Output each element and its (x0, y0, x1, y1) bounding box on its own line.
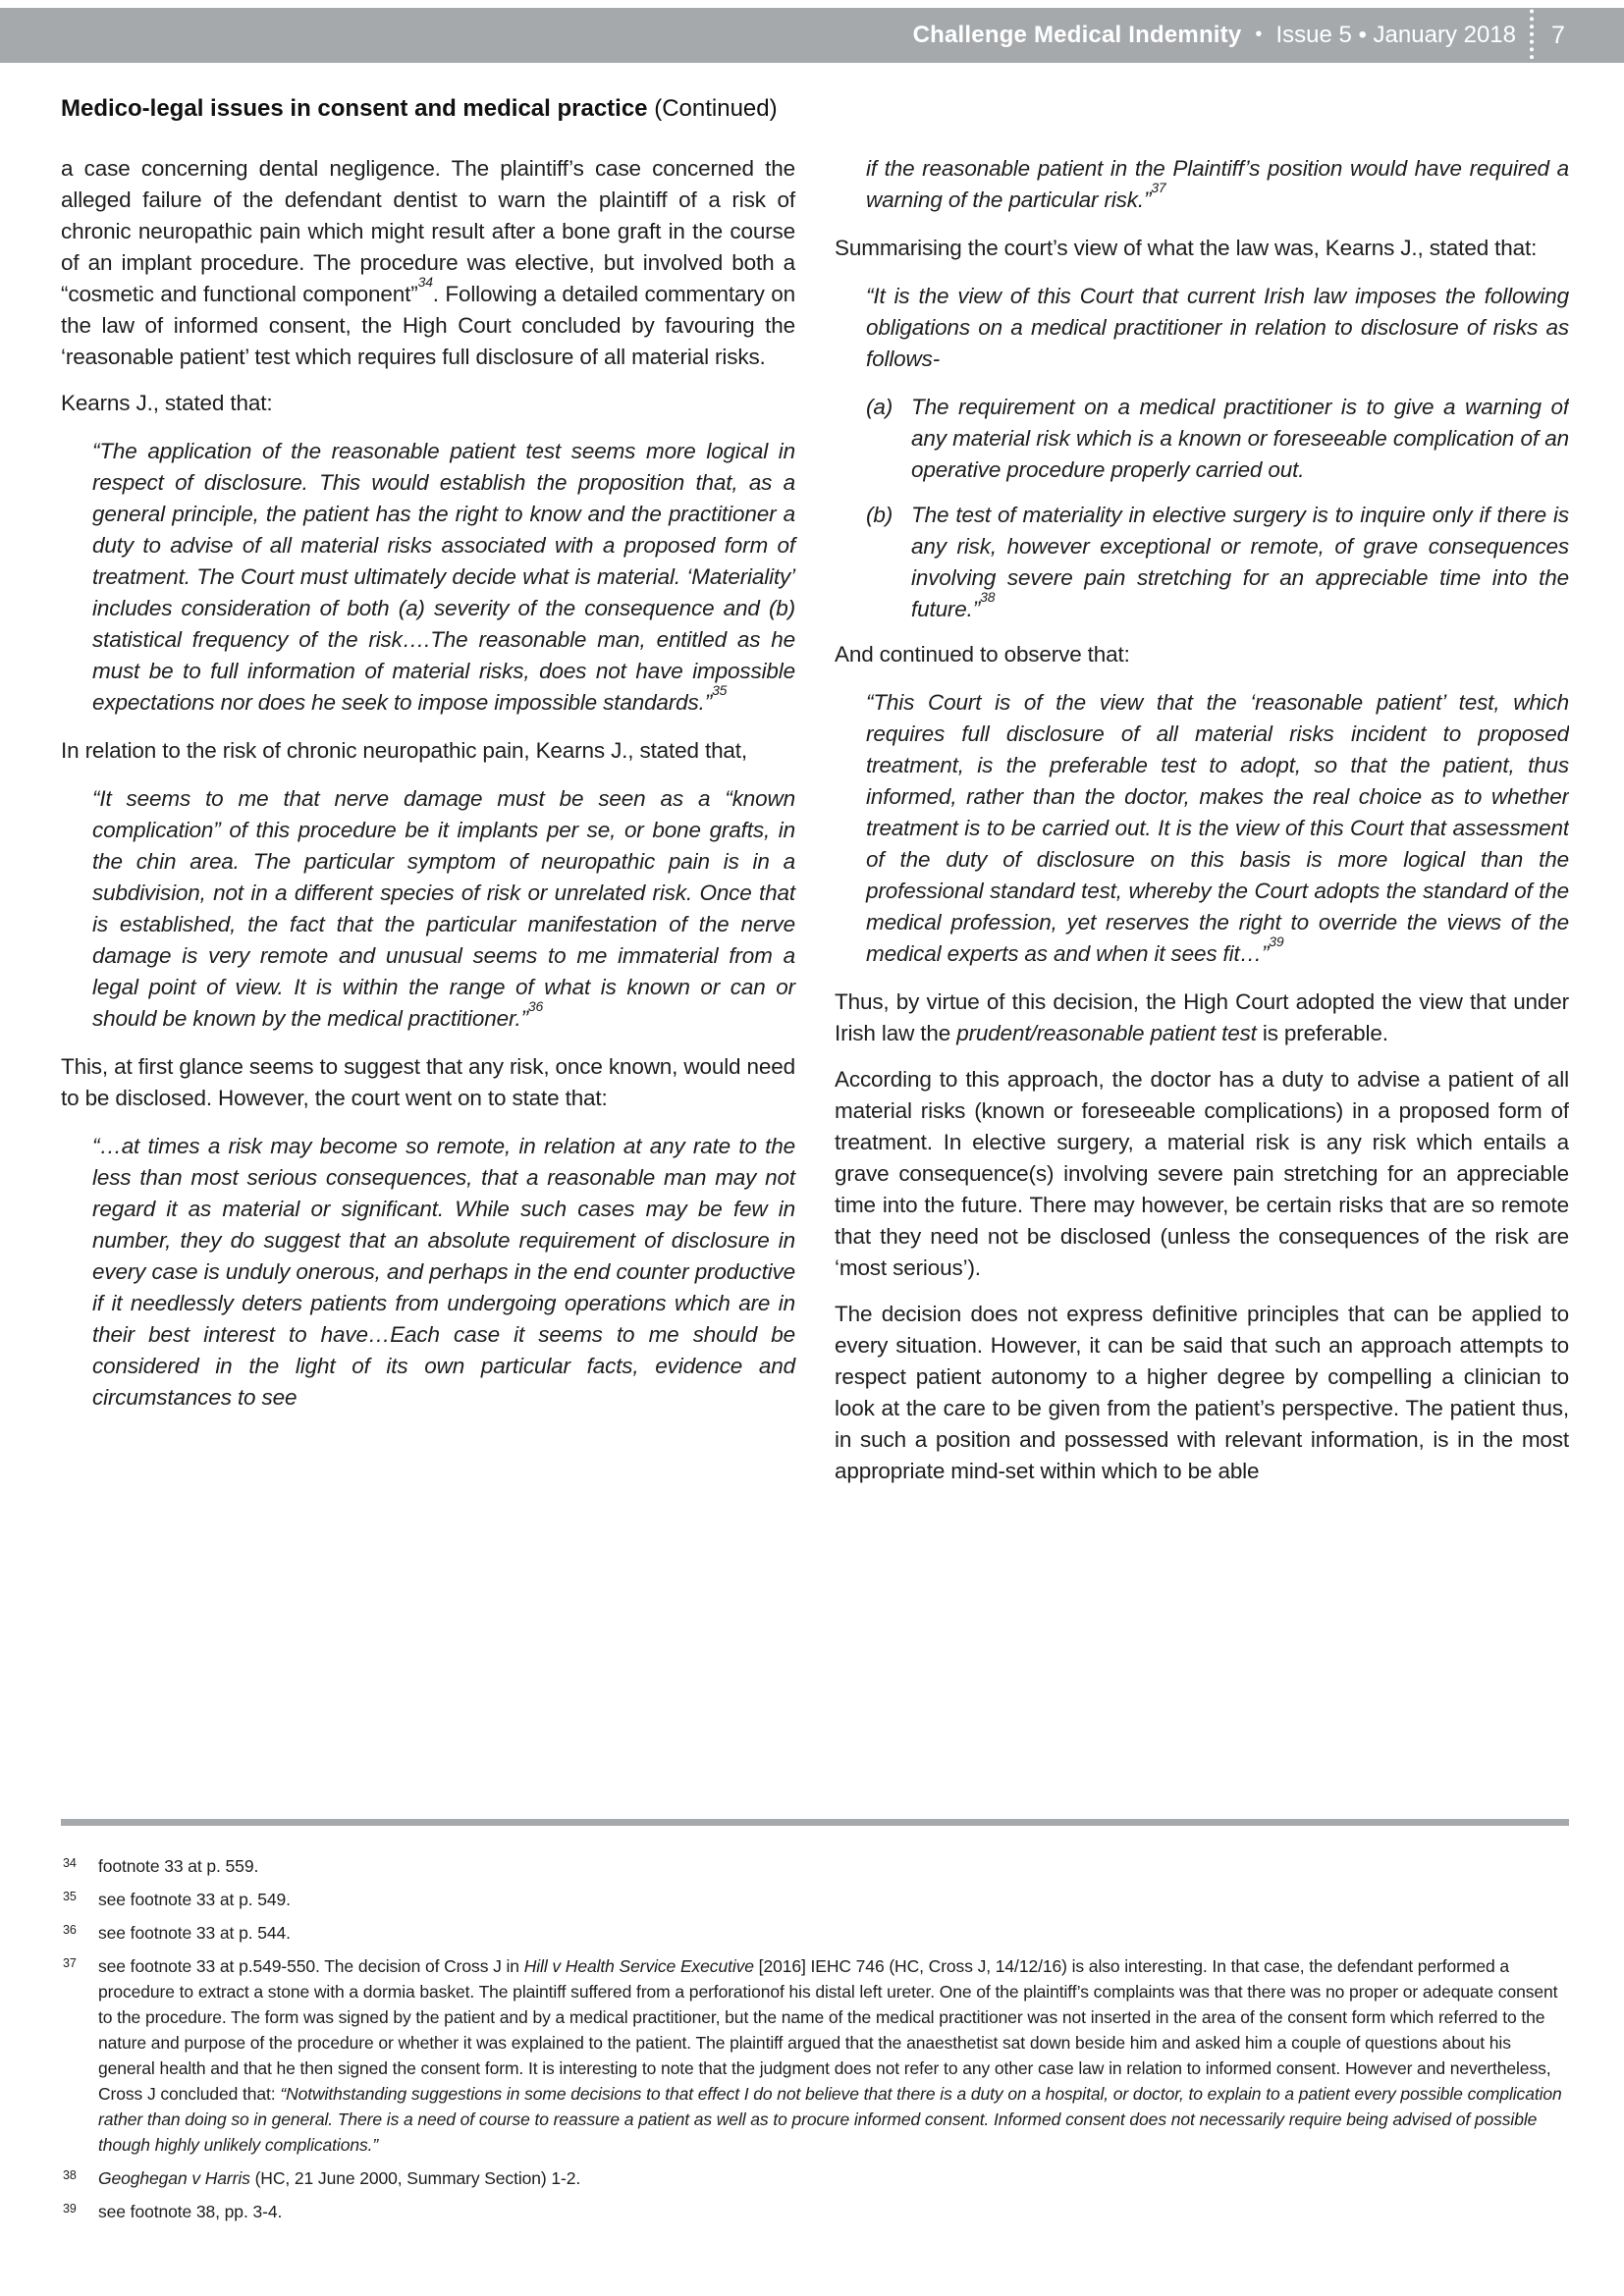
article-title-continued: (Continued) (654, 95, 778, 122)
block-quote: “…at times a risk may become so remote, in relation at any rate to the less than most serious consequences, that a reasonable man may not regard it as material or significant. While such cases may be few in number, they do suggest that an absolute requirement of disclosure in every case is unduly onerous, and perhaps in the end counter productive if it needlessly deters patients from undergoing operations which are in their best interest to have…Each case it seems to me should be considered in the light of its own particular facts, evidence and circumstances to see (92, 1134, 795, 1410)
list-label: (b) (866, 503, 893, 527)
paragraph-text: is preferable. (1256, 1021, 1388, 1045)
paragraph: Summarising the court’s view of what the law was, Kearns J., stated that: (835, 236, 1538, 260)
footnote-37 (61, 1953, 1569, 2158)
footnote-number: 36 (63, 1923, 77, 1937)
footnote-separator-rule (61, 1819, 1569, 1826)
footnote-ref-38: 38 (980, 589, 996, 606)
left-column (61, 153, 795, 1502)
footnote-ref-39: 39 (1269, 934, 1284, 950)
list-label: (a) (866, 395, 893, 419)
paragraph: According to this approach, the doctor has a duty to advise a patient of all material risks (known or foreseeable complications) in a proposed form of treatment. In elective surgery, a material risk is any risk which entails a grave consequence(s) involving severe pain stretching for an appreciable time into the future. There may however, be certain risks that are so remote that they need not be disclosed (unless the consequences of the risk are ‘most serious’). (835, 1067, 1569, 1280)
paragraph-text: . Following a detailed commentary on the law of informed consent, the High Court concluded by favouring the ‘reasonable patient’ test which requires full disclosure of all material risks. (61, 282, 795, 369)
footnote-36 (61, 1920, 1569, 1946)
block-quote-continuation (866, 153, 1569, 216)
quote-list-item-b (866, 500, 1569, 625)
dotted-divider (1530, 0, 1534, 67)
footnote-number: 35 (63, 1890, 77, 1903)
footnote-text: see footnote 38, pp. 3-4. (98, 2202, 283, 2221)
paragraph: Kearns J., stated that: (61, 391, 273, 415)
quote-text: if the reasonable patient in the Plaintiff’s position would have required a warning of the particular risk.” (866, 156, 1569, 212)
emphasized-term: prudent/reasonable patient test (956, 1021, 1257, 1045)
footnote-number: 38 (63, 2168, 77, 2182)
list-text-body: The test of materiality in elective surgery is to inquire only if there is any risk, however exceptional or remote, of grave consequences involving severe pain stretching for an appreciable time into the future.” (911, 503, 1569, 621)
footnote-text: see footnote 33 at p.549-550. The decision of Cross J in (98, 1956, 524, 1976)
footnote-39 (61, 2199, 1569, 2224)
case-citation: Geoghegan v Harris (98, 2168, 250, 2188)
case-citation: Hill v Health Service Executive (523, 1956, 754, 1976)
paragraph (61, 153, 795, 373)
issue-and-date: Issue 5 • January 2018 (1275, 22, 1516, 48)
paragraph: And continued to observe that: (835, 642, 1130, 667)
footnote-text: see footnote 33 at p. 544. (98, 1923, 291, 1943)
paragraph: In relation to the risk of chronic neuropathic pain, Kearns J., stated that, (61, 738, 747, 763)
footnote-text: see footnote 33 at p. 549. (98, 1890, 291, 1909)
footnote-number: 39 (63, 2202, 77, 2216)
footnote-ref-37: 37 (1151, 180, 1166, 196)
footnote-ref-35: 35 (712, 682, 728, 699)
page-number: 7 (1551, 21, 1565, 49)
quote-text: “This Court is of the view that the ‘reasonable patient’ test, which requires full disclosure of all material risks incident to proposed treatment, is the preferable test to adopt, so that the patient, thus informed, rather than the doctor, makes the real choice as to whether treatment is to be carried out. It is the view of this Court that assessment of the duty of disclosure on this basis is more logical than the professional standard test, whereby the Court adopts the standard of the medical profession, yet reserves the right to override the views of the medical experts as and when it sees fit…” (866, 690, 1569, 966)
page-header-bar (0, 8, 1624, 63)
paragraph (835, 987, 1569, 1049)
footnote-ref-34: 34 (417, 274, 433, 291)
footnote-38 (61, 2165, 1569, 2191)
page-header-content (913, 8, 1569, 63)
footnote-number: 34 (63, 1856, 77, 1870)
paragraph: The decision does not express definitive principles that can be applied to every situation. However, it can be said that such an approach attempts to respect patient autonomy to a higher degree by compelling a clinician to look at the care to be given from the patient’s perspective. The patient thus, in such a position and possessed with relevant information, is in the most appropriate mind-set within which to be able (835, 1302, 1569, 1483)
list-text (911, 500, 1569, 625)
footnote-quote: “Notwithstanding suggestions in some decisions to that effect I do not believe that there is a duty on a hospital, or doctor, to explain to a patient every possible complication rather than doing so in general. There is a need of course to reassure a patient as well as to procure informed consent. Informed consent does not necessarily require being advised of possible though highly unlikely complications.” (98, 2084, 1562, 2155)
newsletter-title: Challenge Medical Indemnity (912, 22, 1242, 48)
footnote-number: 37 (63, 1956, 77, 1970)
right-column (835, 153, 1569, 1502)
footnote-ref-36: 36 (527, 998, 544, 1015)
footnote-text: footnote 33 at p. 559. (98, 1856, 259, 1876)
footnote-text: (HC, 21 June 2000, Summary Section) 1-2. (249, 2168, 581, 2188)
footnote-35 (61, 1887, 1569, 1912)
paragraph: This, at first glance seems to suggest that any risk, once known, would need to be disclosed. However, the court went on to state that: (61, 1054, 795, 1110)
body-columns (61, 153, 1569, 1502)
block-quote (92, 783, 795, 1035)
article-title (61, 94, 1569, 124)
block-quote: “It is the view of this Court that current Irish law imposes the following obligations on a medical practitioner in relation to disclosure of risks as follows- (866, 284, 1569, 371)
paragraph-text: a case concerning dental negligence. The plaintiff’s case concerned the alleged failure of the defendant dentist to warn the plaintiff of a risk of chronic neuropathic pain which might result after a bone graft in the course of an implant procedure. The procedure was elective, but involved both a “cosmetic and functional component” (61, 156, 795, 306)
bullet-separator-icon: • (1255, 23, 1263, 45)
quote-text: “It seems to me that nerve damage must be seen as a “known complication” of this procedure be it implants per se, or bone grafts, in the chin area. The particular symptom of neuropathic pain is in a subdivision, not in a different species of risk or unrelated risk. Once that is established, the fact that the particular manifestation of the nerve damage is very remote and unusual seems to me immaterial from a legal point of view. It is within the range of what is known or can or should be known by the medical practitioner.” (92, 786, 795, 1031)
quote-text: “The application of the reasonable patient test seems more logical in respect of disclosure. This would establish the proposition that, as a general principle, the patient has the right to know and the practitioner a duty to advise of all material risks associated with a proposed form of treatment. The Court must ultimately decide what is material. ‘Materiality’ includes consideration of both (a) severity of the consequence and (b) statistical frequency of the risk….The reasonable man, entitled as he must be to full information of material risks, does not have impossible expectations nor does he seek to impose impossible standards.” (92, 439, 795, 715)
block-quote (92, 436, 795, 719)
quote-list-item-a (866, 392, 1569, 486)
block-quote (866, 687, 1569, 970)
footnote-34 (61, 1853, 1569, 1879)
footnotes-section (61, 1819, 1569, 2232)
list-text: The requirement on a medical practitioner is to give a warning of any material risk which is a known or foreseeable complication of an operative procedure properly carried out. (911, 395, 1569, 482)
footnote-text: [2016] IEHC 746 (HC, Cross J, 14/12/16) is also interesting. In that case, the defendant performed a procedure to extract a stone with a dormia basket. The plaintiff suffered from a perforationof his distal left ureter. One of the plaintiff’s complaints was that there was no proper or adequate consent to the procedure. The form was signed by the patient and by a medical practitioner, but the name of the medical practitioner was not inserted in the area of the consent form which referred to the nature and purpose of the procedure or whether it was explained to the patient. The plaintiff argued that the anaesthetist sat down beside him and asked him a couple of questions about his general health and that he then signed the consent form. It is interesting to note that the judgment does not refer to any other case law in relation to informed consent. However and nevertheless, Cross J concluded that: (98, 1956, 1558, 2104)
paragraph-text: Thus, by virtue of this decision, the High Court adopted the view that under Irish law the (835, 989, 1569, 1045)
article-title-main: Medico-legal issues in consent and medical practice (61, 95, 648, 122)
